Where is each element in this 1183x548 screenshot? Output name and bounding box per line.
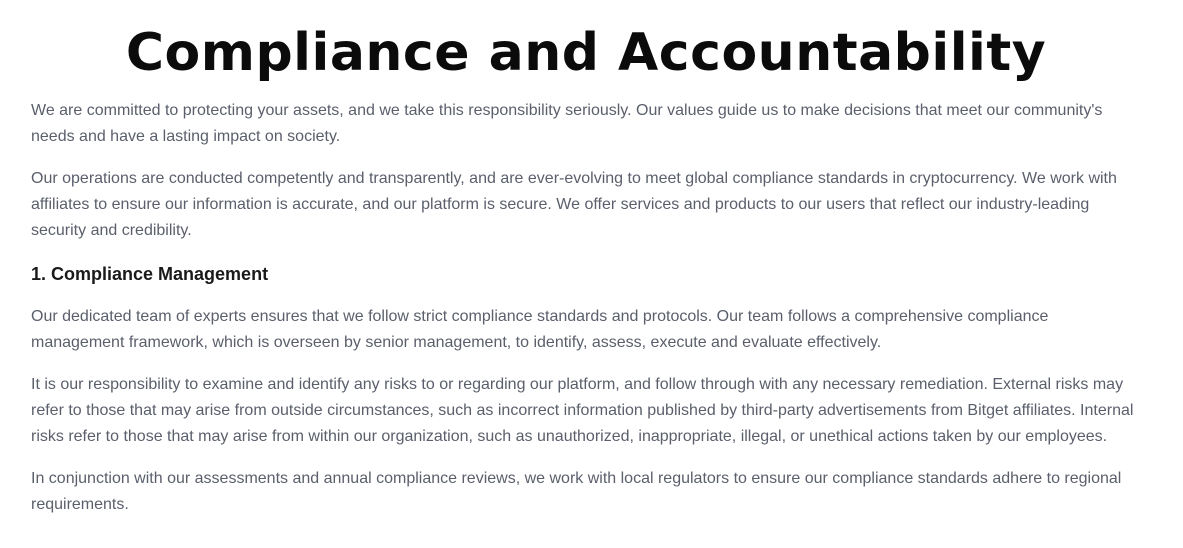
page-title: Compliance and Accountability: [125, 23, 1047, 83]
section-paragraph-3: In conjunction with our assessments and annual compliance reviews, we work with local regulators to ensure our compliance standards adhere to regional requirements.: [31, 470, 1122, 513]
section-heading-compliance-management: 1. Compliance Management: [31, 264, 269, 284]
intro-paragraph-1: We are committed to protecting your assets, and we take this responsibility seriously. Our values guide us to make decisions that meet our community's needs and have a lasting impact on society.: [31, 102, 1103, 145]
intro-paragraph-2: Our operations are conducted competently and transparently, and are ever-evolving to meet global compliance standards in cryptocurrency. We work with affiliates to ensure our information is accurate, and our platform is secure. We offer services and products to our users that reflect our industry-leading security and credibility.: [31, 170, 1117, 239]
section-paragraph-1: Our dedicated team of experts ensures that we follow strict compliance standards and protocols. Our team follows a comprehensive compliance management framework, which is overseen by senior management, to identify, assess, execute and evaluate effectively.: [31, 308, 1049, 351]
article: [31, 0, 1141, 518]
section-paragraph-2: It is our responsibility to examine and identify any risks to or regarding our platform, and follow through with any necessary remediation. External risks may refer to those that may arise from outside circumstances, such as incorrect information published by third-party advertisements from Bitget affiliates. Internal risks refer to those that may arise from within our organization, such as unauthorized, inappropriate, illegal, or unethical actions taken by our employees.: [31, 376, 1134, 445]
